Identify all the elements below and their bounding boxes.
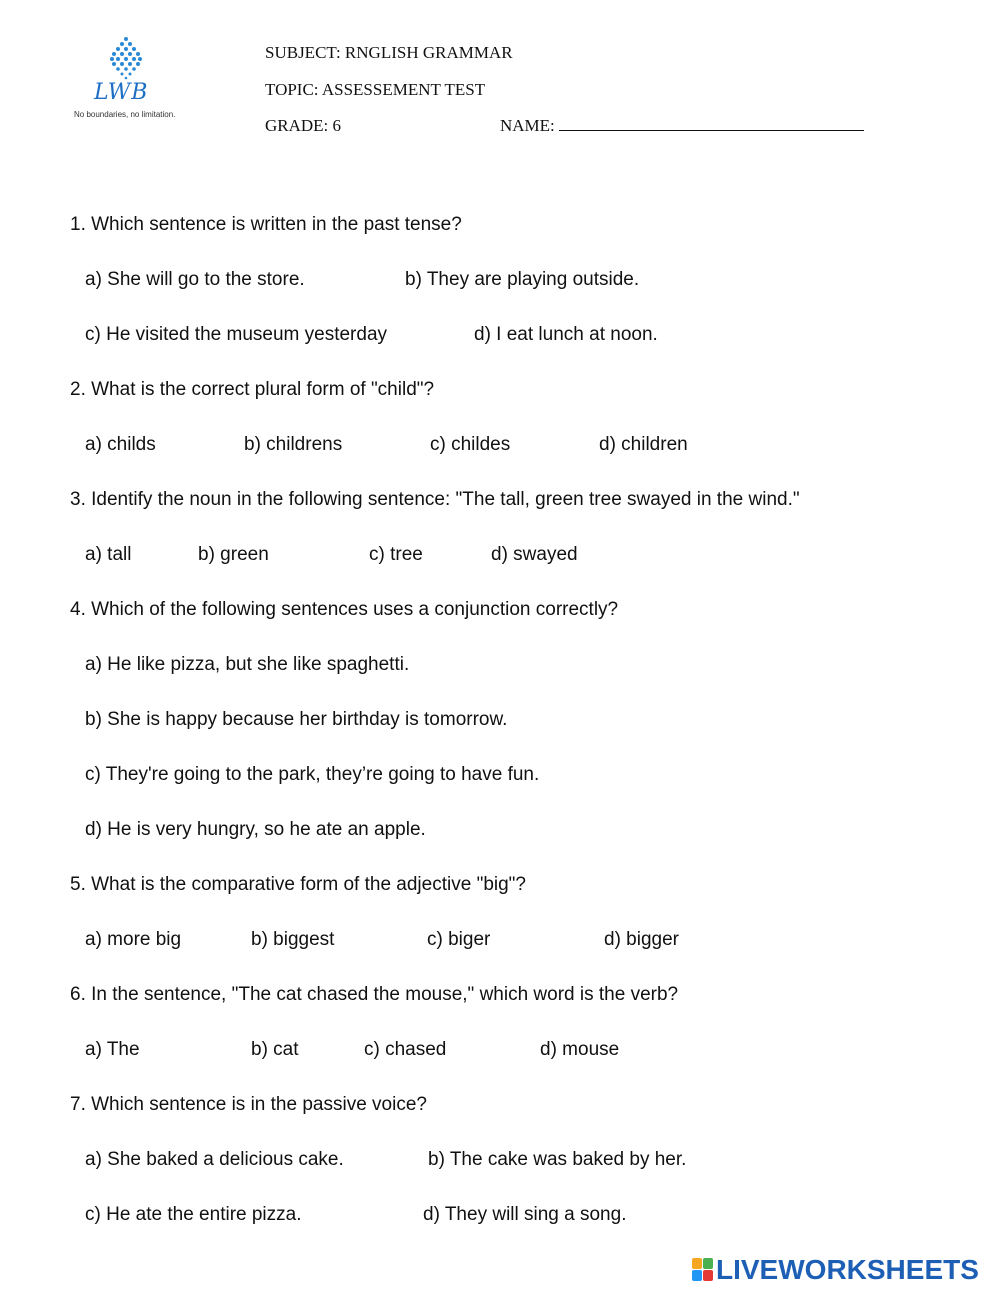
q7-option-d[interactable]: d) They will sing a song. xyxy=(423,1204,627,1225)
name-label: NAME: xyxy=(500,116,555,135)
q5-option-d[interactable]: d) bigger xyxy=(604,929,679,950)
q5-option-a[interactable]: a) more big xyxy=(85,929,182,950)
q7-option-c[interactable]: c) He ate the entire pizza. xyxy=(85,1204,302,1225)
grade-line: GRADE: 6 xyxy=(265,116,342,135)
q2-option-b[interactable]: b) childrens xyxy=(244,434,343,455)
q2-option-d[interactable]: d) children xyxy=(599,434,688,455)
q4-option-b[interactable]: b) She is happy because her birthday is tomorrow. xyxy=(85,709,508,730)
q6-option-a[interactable]: a) The xyxy=(85,1039,140,1060)
q5-option-c[interactable]: c) biger xyxy=(427,929,491,950)
question-3: 3. Identify the noun in the following sentence: "The tall, green tree swayed in the wind." xyxy=(70,489,800,510)
q5-option-b[interactable]: b) biggest xyxy=(251,929,335,950)
subject-line: SUBJECT: RNGLISH GRAMMAR xyxy=(265,43,513,62)
liveworksheets-logo-icon xyxy=(692,1258,714,1282)
q3-option-d[interactable]: d) swayed xyxy=(491,544,578,565)
q3-option-b[interactable]: b) green xyxy=(198,544,269,565)
name-field-row xyxy=(500,116,864,136)
q4-option-d[interactable]: d) He is very hungry, so he ate an apple. xyxy=(85,819,426,840)
question-5: 5. What is the comparative form of the adjective "big"? xyxy=(70,874,526,895)
q6-option-b[interactable]: b) cat xyxy=(251,1039,299,1060)
question-7: 7. Which sentence is in the passive voice? xyxy=(70,1094,427,1115)
q2-option-c[interactable]: c) childes xyxy=(430,434,511,455)
school-logo xyxy=(72,36,182,126)
q7-option-a[interactable]: a) She baked a delicious cake. xyxy=(85,1149,344,1170)
name-input-line[interactable] xyxy=(559,116,864,131)
question-6: 6. In the sentence, "The cat chased the mouse," which word is the verb? xyxy=(70,984,679,1005)
q1-option-c[interactable]: c) He visited the museum yesterday xyxy=(85,324,388,345)
q4-option-a[interactable]: a) He like pizza, but she like spaghetti. xyxy=(85,654,410,675)
question-1: 1. Which sentence is written in the past tense? xyxy=(70,214,462,235)
logo-dots-icon xyxy=(102,36,162,81)
logo-tagline: No boundaries, no limitation. xyxy=(74,110,176,119)
q1-option-b[interactable]: b) They are playing outside. xyxy=(405,269,640,290)
brand-text: LIVEWORKSHEETS xyxy=(716,1254,979,1285)
q7-option-b[interactable]: b) The cake was baked by her. xyxy=(428,1149,687,1170)
q1-option-d[interactable]: d) I eat lunch at noon. xyxy=(474,324,658,345)
q1-option-a[interactable]: a) She will go to the store. xyxy=(85,269,305,290)
liveworksheets-brand[interactable] xyxy=(692,1255,992,1285)
q2-option-a[interactable]: a) childs xyxy=(85,434,156,455)
question-2: 2. What is the correct plural form of "child"? xyxy=(70,379,435,400)
q6-option-c[interactable]: c) chased xyxy=(364,1039,447,1060)
q3-option-a[interactable]: a) tall xyxy=(85,544,132,565)
topic-line: TOPIC: ASSESSEMENT TEST xyxy=(265,80,486,99)
logo-text: LWB xyxy=(94,80,149,105)
q4-option-c[interactable]: c) They're going to the park, they’re going to have fun. xyxy=(85,764,540,785)
question-4: 4. Which of the following sentences uses a conjunction correctly? xyxy=(70,599,619,620)
q6-option-d[interactable]: d) mouse xyxy=(540,1039,620,1060)
q3-option-c[interactable]: c) tree xyxy=(369,544,423,565)
